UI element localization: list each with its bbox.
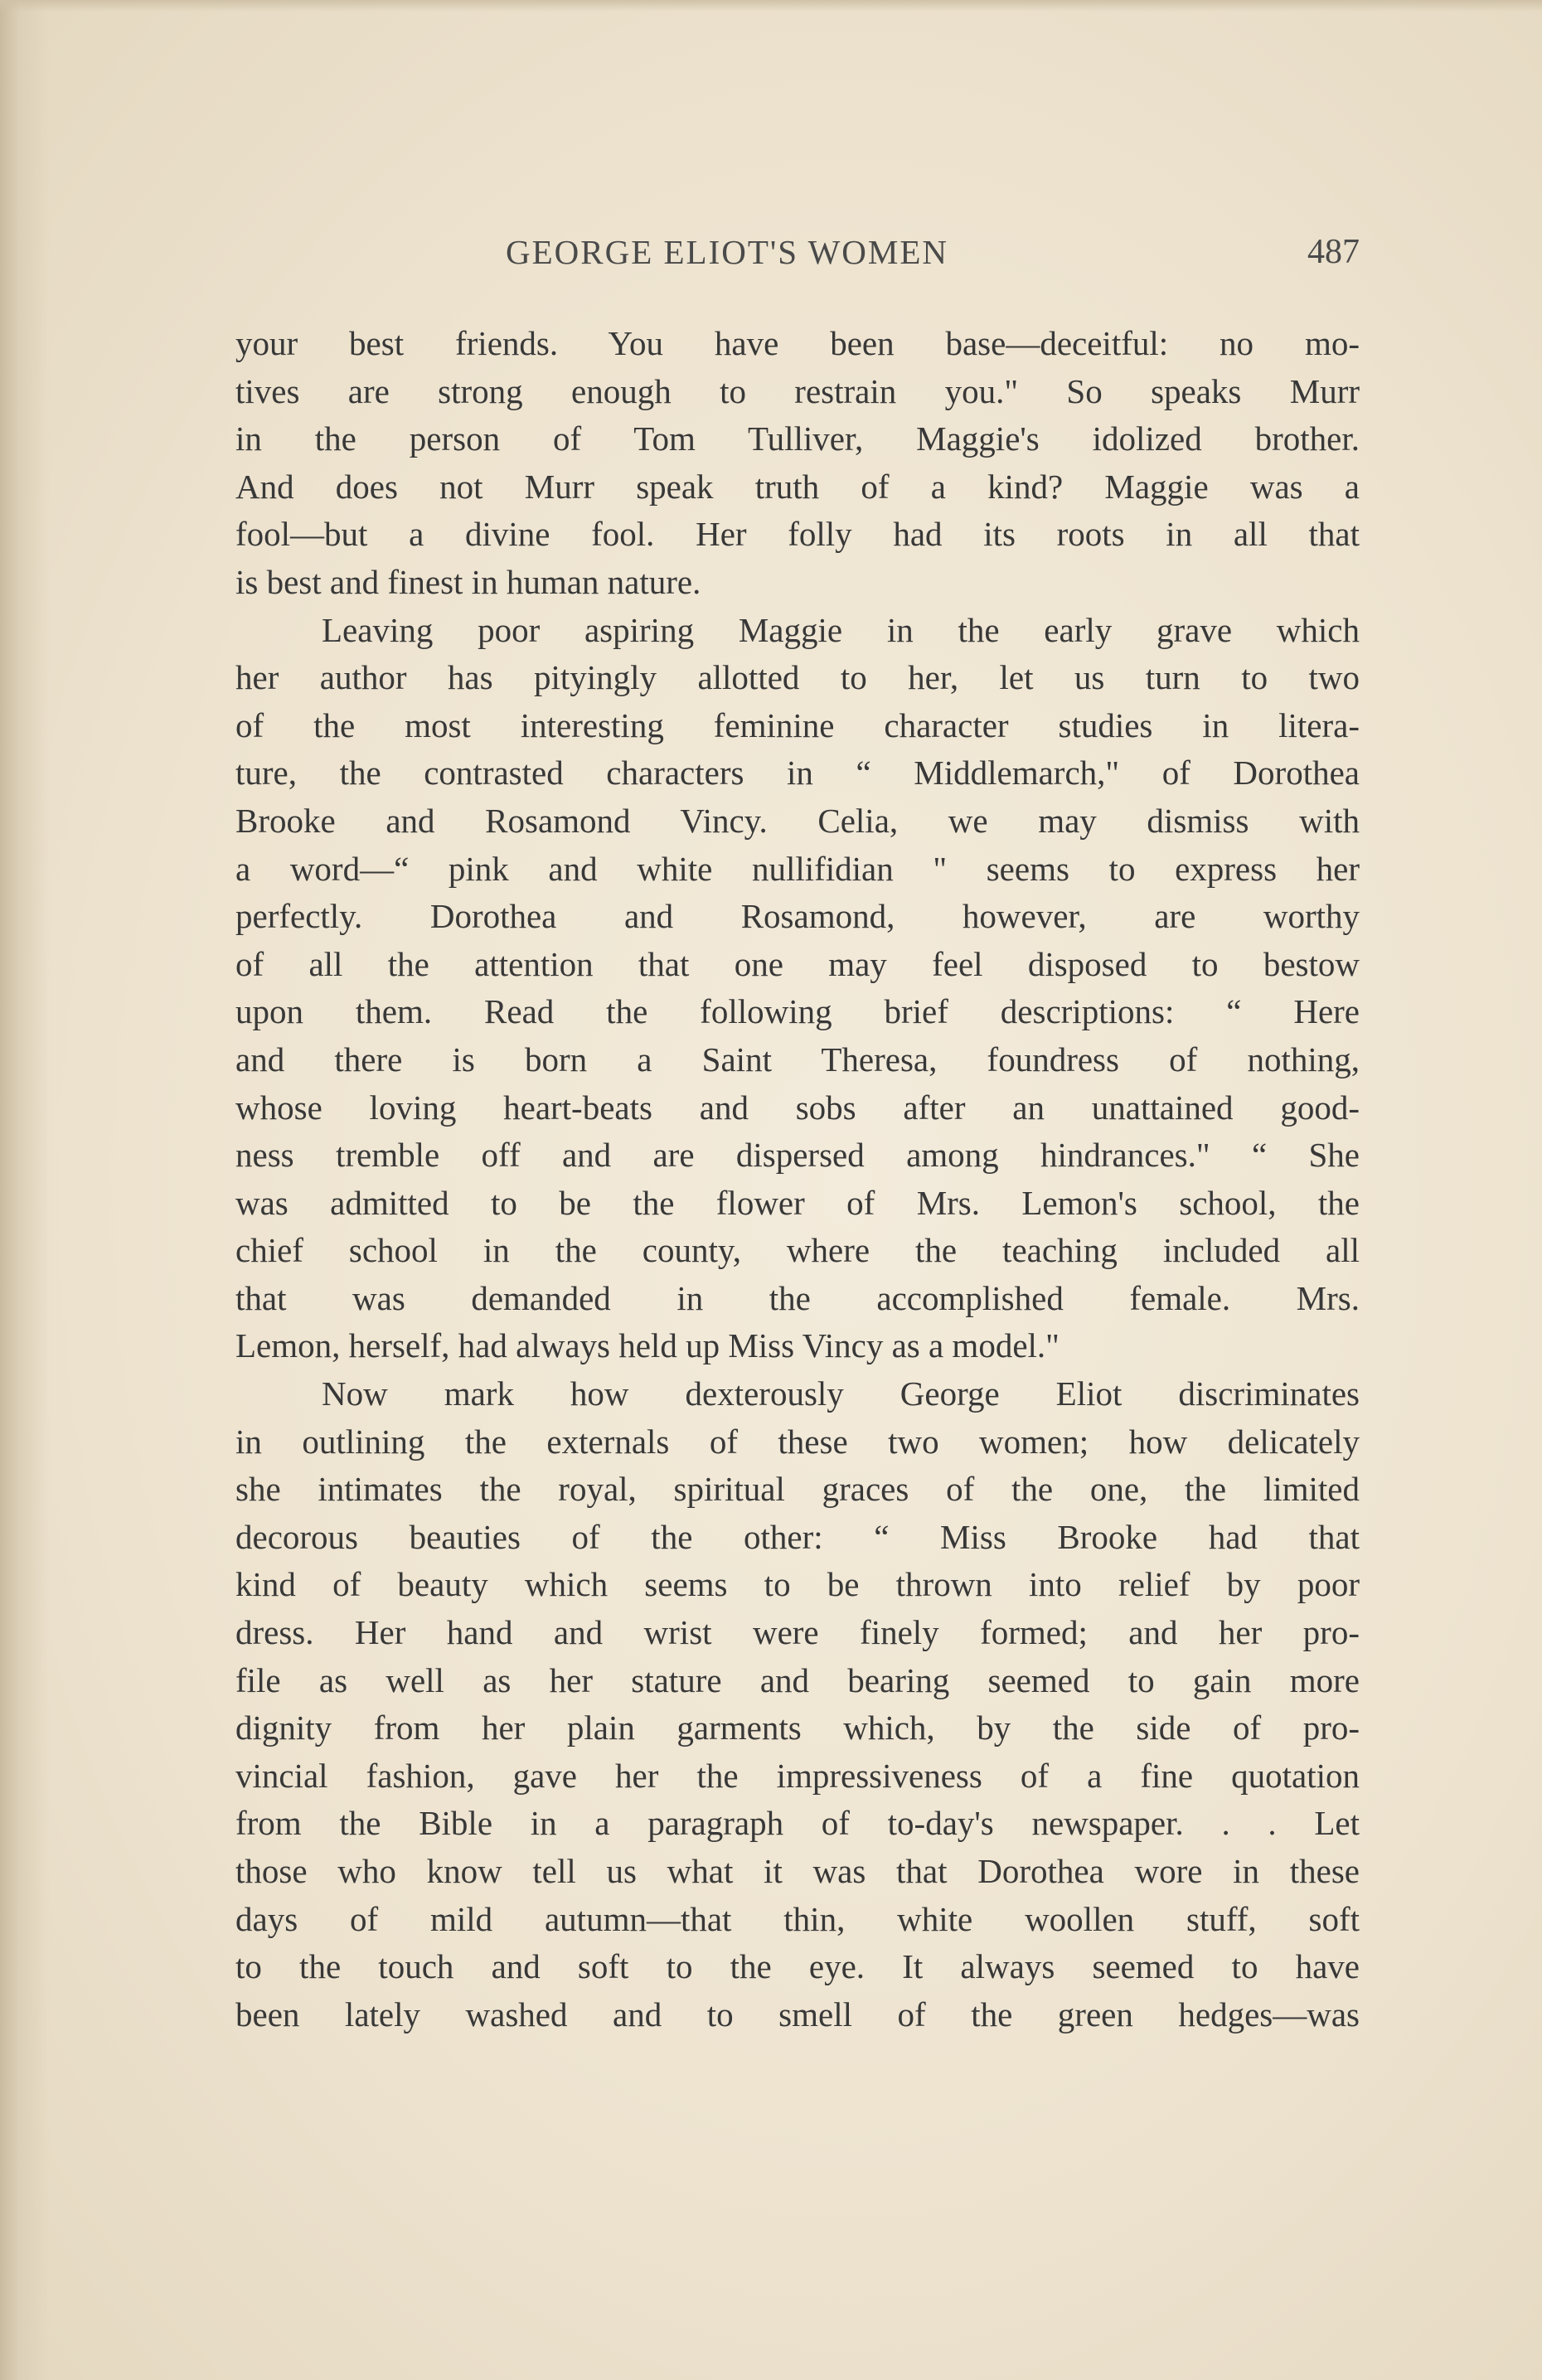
text-line: file as well as her stature and bearing seemed to gain more (235, 1660, 1360, 1699)
text-line: that was demanded in the accomplished female. Mrs. (235, 1278, 1360, 1317)
text-line: been lately washed and to smell of the green hedges—was (235, 1995, 1360, 2033)
text-line: decorous beauties of the other: “ Miss Brooke had that (235, 1517, 1360, 1556)
text-line: tives are strong enough to restrain you." So speaks Murr (235, 371, 1360, 410)
text-line: in outlining the externals of these two women; how delicately (235, 1422, 1360, 1461)
text-line: is best and finest in human nature. (235, 562, 701, 601)
text-line: of all the attention that one may feel disposed to bestow (235, 944, 1360, 983)
text-line: dignity from her plain garments which, by the side of pro- (235, 1709, 1360, 1747)
text-line: your best friends. You have been base—deceitful: no mo- (235, 324, 1360, 362)
text-line: whose loving heart-beats and sobs after an unattained good- (235, 1088, 1360, 1127)
page-top-edge (0, 0, 1542, 12)
text-line: Now mark how dexterously George Eliot discriminates (322, 1374, 1360, 1413)
text-line: ture, the contrasted characters in “ Middlemarch," of Dorothea (235, 754, 1360, 793)
text-line: perfectly. Dorothea and Rosamond, however, are worthy (235, 897, 1360, 936)
text-line: and there is born a Saint Theresa, foundress of nothing, (235, 1040, 1360, 1079)
running-head (232, 232, 1360, 282)
text-line: Lemon, herself, had always held up Miss Vincy as a model." (235, 1326, 1060, 1365)
text-line: in the person of Tom Tulliver, Maggie's idolized brother. (235, 419, 1360, 458)
text-line: her author has pityingly allotted to her, let us turn to two (235, 658, 1360, 697)
running-title: GEORGE ELIOT'S WOMEN (506, 233, 949, 271)
text-line: fool—but a divine fool. Her folly had its roots in all that (235, 515, 1360, 554)
page-number: 487 (1307, 233, 1360, 271)
text-line: vincial fashion, gave her the impressiveness of a fine quotation (235, 1756, 1360, 1795)
text-line: upon them. Read the following brief descriptions: “ Here (235, 992, 1360, 1031)
text-line: to the touch and soft to the eye. It always seemed to have (235, 1947, 1360, 1986)
text-line: dress. Her hand and wrist were finely formed; and her pro- (235, 1613, 1360, 1652)
text-line: was admitted to be the flower of Mrs. Lemon's school, the (235, 1183, 1360, 1222)
text-line: Brooke and Rosamond Vincy. Celia, we may dismiss with (235, 801, 1360, 840)
text-line: chief school in the county, where the teaching included all (235, 1231, 1360, 1270)
text-line: she intimates the royal, spiritual graces of the one, the limited (235, 1470, 1360, 1509)
text-line: of the most interesting feminine character studies in litera- (235, 705, 1360, 744)
text-line: from the Bible in a paragraph of to-day's newspaper. . . Let (235, 1804, 1360, 1843)
text-line: kind of beauty which seems to be thrown into relief by poor (235, 1565, 1360, 1604)
text-line: days of mild autumn—that thin, white woollen stuff, soft (235, 1899, 1360, 1938)
text-line: Leaving poor aspiring Maggie in the early grave which (322, 610, 1360, 649)
text-line: a word—“ pink and white nullifidian " seems to express her (235, 849, 1360, 888)
body-text (235, 320, 1360, 2038)
text-line: And does not Murr speak truth of a kind? Maggie was a (235, 467, 1360, 506)
page-gutter-shadow (0, 0, 50, 2380)
text-line: those who know tell us what it was that Dorothea wore in these (235, 1852, 1360, 1890)
text-line: ness tremble off and are dispersed among hindrances." “ She (235, 1136, 1360, 1175)
